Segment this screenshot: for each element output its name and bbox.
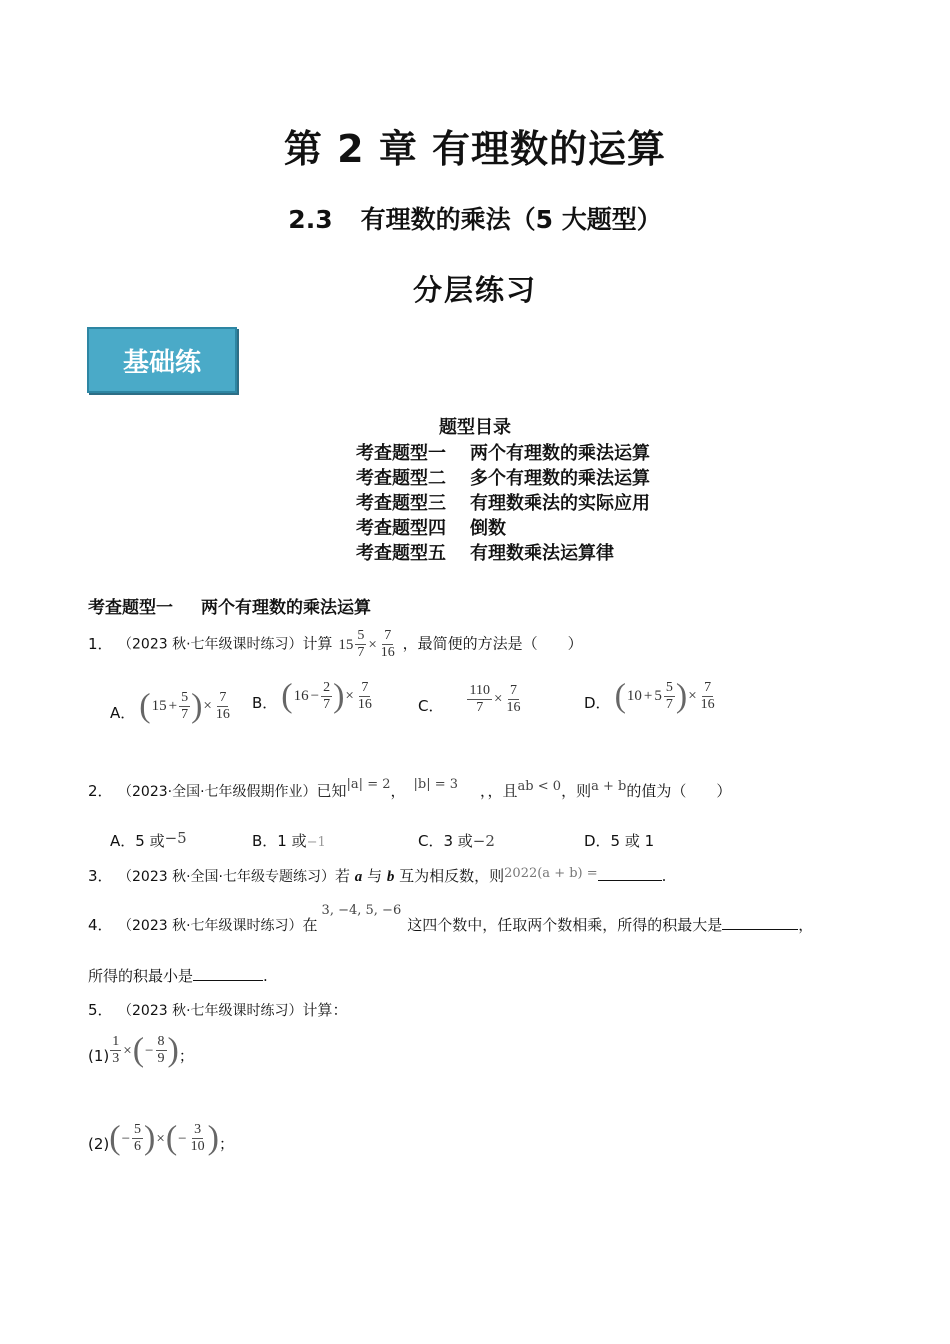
- q4-max-blank[interactable]: [722, 913, 798, 930]
- question-5: 5． （2023 秋·七年级课时练习）计算：: [88, 1001, 348, 1019]
- q1-option-b: B． (16 − $\frac{2}{7}$ )× $\frac{7}{16}$: [252, 677, 372, 715]
- q1-expression: 15 $\frac{5}{7}$ × $\frac{7}{16}$: [338, 628, 395, 660]
- question-3: 3． （2023 秋·全国·七年级专题练习）若 a 与 b 互为相反数，则2022(a + b) = .: [88, 866, 667, 885]
- q5-part-2: (2)(− $\frac{5}{6}$ )×(− $\frac{3}{10}$ )；: [88, 1119, 234, 1157]
- q2-option-b: B．1 或−1: [252, 832, 326, 850]
- toc-item: 考查题型一 两个有理数的乘法运算: [356, 443, 650, 464]
- section-title: [0, 200, 950, 236]
- question-2: 2． （2023·全国·七年级假期作业）已知|a| = 2， |b| = 3 ，，且ab < 0，则a + b的值为（ ）: [88, 777, 732, 800]
- toc-title: 题型目录: [439, 417, 511, 438]
- q2-option-d: D．5 或 1: [584, 832, 655, 850]
- question-4: 4． （2023 秋·七年级课时练习）在3, −4, 5, −6这四个数中，任取两个数相乘，所得的积最大是 ，: [88, 903, 814, 934]
- section-name: 有理数的乘法（5 大题型）: [360, 205, 662, 234]
- q5-part-1: (1) $\frac{1}{3}$ ×(− $\frac{8}{9}$ )；: [88, 1031, 194, 1069]
- question-1: 1． （2023 秋·七年级课时练习）计算 15 $\frac{5}{7}$ × $\frac{7}{16}$ ，最简便的方法是（ ）: [88, 628, 583, 660]
- toc-item: 考查题型二 多个有理数的乘法运算: [356, 468, 650, 489]
- section-number: 2.3: [288, 205, 333, 234]
- toc-item: 考查题型三 有理数乘法的实际应用: [356, 493, 650, 514]
- level-badge: 基础练: [87, 327, 237, 393]
- toc-item: 考查题型四 倒数: [356, 518, 506, 539]
- toc: [0, 415, 950, 564]
- chapter-title: 第 2 章 有理数的运算: [283, 127, 667, 171]
- section-heading: 考查题型一 两个有理数的乘法运算: [88, 598, 371, 618]
- q1-option-d: D． (10 + 5 $\frac{5}{7}$ )× $\frac{7}{16}$: [584, 677, 715, 715]
- q4-min-blank[interactable]: [193, 964, 263, 981]
- layer-title: 分层练习: [412, 273, 537, 307]
- q1-option-a: A． (15 + $\frac{5}{7}$ )× $\frac{7}{16}$: [110, 687, 230, 725]
- q3-answer-blank[interactable]: [598, 864, 662, 881]
- q1-option-c: C． $\frac{110}{7}$ × $\frac{7}{16}$: [418, 683, 521, 715]
- toc-item: 考查题型五 有理数乘法运算律: [356, 543, 614, 564]
- q2-option-c: C．3 或−2: [418, 832, 495, 850]
- q2-option-a: A．5 或−5: [110, 829, 187, 850]
- question-4-line-2: 所得的积最小是 .: [88, 964, 268, 987]
